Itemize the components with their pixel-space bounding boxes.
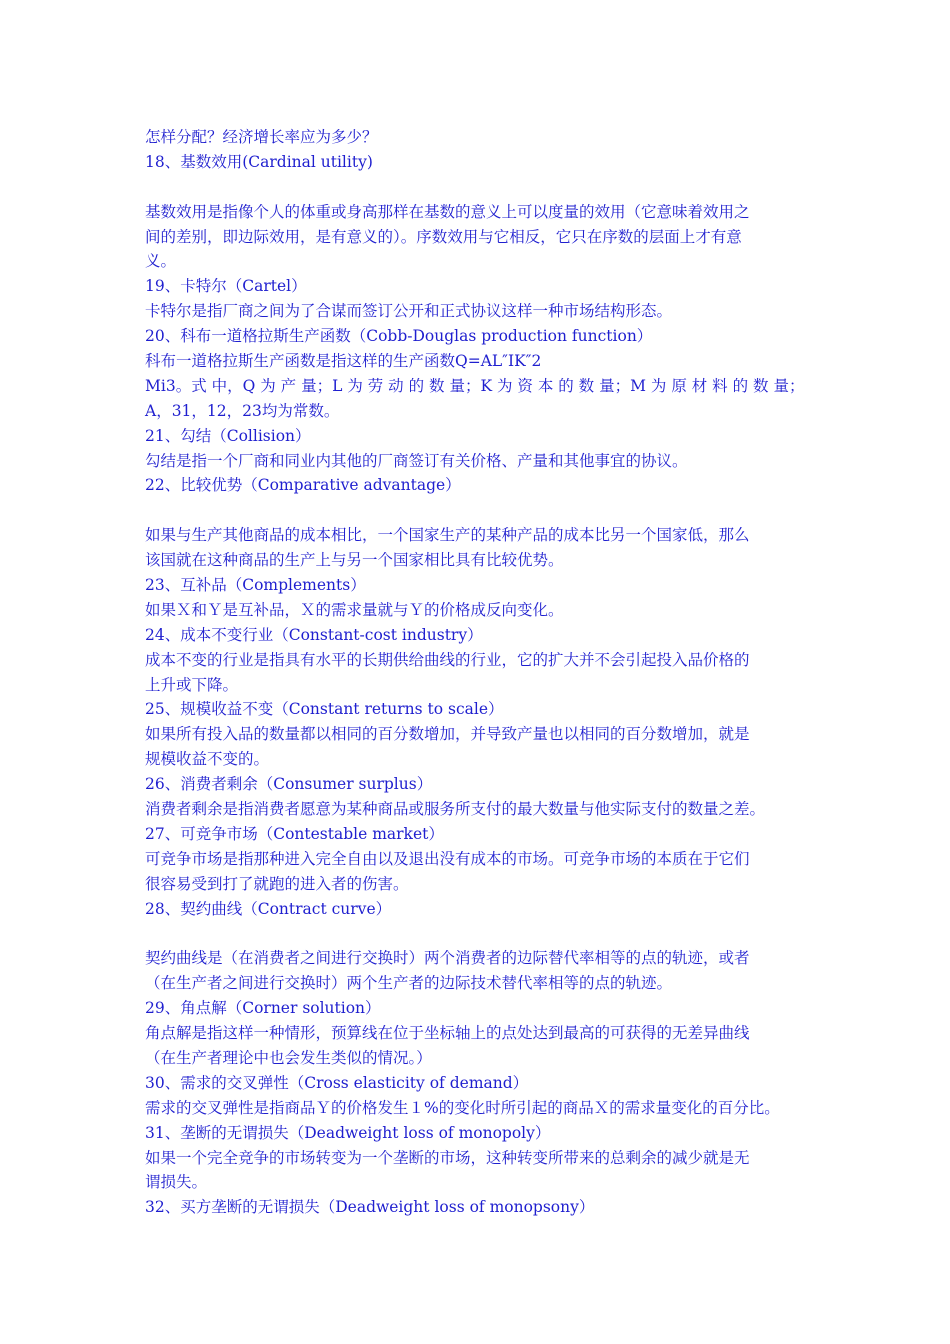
text-line: （在生产者理论中也会发生类似的情况。） [145,1048,432,1067]
text-line: 24、成本不变行业（Constant-cost industry） [145,625,483,644]
text-line: 义。 [145,252,177,271]
text-line: 上升或下降。 [145,675,239,694]
text-line: 如果Ｘ和Ｙ是互补品，Ｘ的需求量就与Ｙ的价格成反向变化。 [145,600,564,619]
text-line: 可竞争市场是指那种进入完全自由以及退出没有成本的市场。可竞争市场的本质在于它们 [145,849,750,868]
text-line: 32、买方垄断的无谓损失（Deadweight loss of monopsony） [145,1198,595,1217]
text-line: 科布一道格拉斯生产函数是指这样的生产函数Q=AL″IK″2 [145,352,542,371]
text-line: 间的差别，即边际效用，是有意义的）。序数效用与它相反，它只在序数的层面上才有意 [145,227,742,246]
text-line: （在生产者之间进行交换时）两个生产者的边际技术替代率相等的点的轨迹。 [145,974,673,993]
text-line: 需求的交叉弹性是指商品Ｙ的价格发生１%的变化时所引起的商品Ｘ的需求量变化的百分比。 [145,1098,780,1117]
blank-line [145,175,825,200]
text-line: 勾结是指一个厂商和同业内其他的厂商签订有关价格、产量和其他事宜的协议。 [145,451,688,470]
text-line: 如果与生产其他商品的成本相比，一个国家生产的某种产品的成本比另一个国家低，那么 [145,526,750,545]
text-line: 23、互补品（Complements） [145,576,366,595]
text-line: 角点解是指这样一种情形，预算线在位于坐标轴上的点处达到最高的可获得的无差异曲线 [145,1024,750,1043]
text-line: 如果所有投入品的数量都以相同的百分数增加，并导致产量也以相同的百分数增加，就是 [145,725,750,744]
text-line: 卡特尔是指厂商之间为了合谋而签订公开和正式协议这样一种市场结构形态。 [145,302,673,321]
text-line: 21、勾结（Collision） [145,426,311,445]
document-body [145,125,825,1220]
text-line: 很容易受到打了就跑的进入者的伤害。 [145,874,409,893]
blank-line [145,922,825,947]
text-line: 消费者剩余是指消费者愿意为某种商品或服务所支付的最大数量与他实际支付的数量之差。 [145,800,766,819]
text-line: A，31，12，23均为常数。 [145,401,340,420]
text-line: 18、基数效用(Cardinal utility) [145,152,373,171]
blank-line [145,498,825,523]
text-line: 31、垄断的无谓损失（Deadweight loss of monopoly） [145,1123,551,1142]
text-line: 22、比较优势（Comparative advantage） [145,476,461,495]
text-line: 成本不变的行业是指具有水平的长期供给曲线的行业，它的扩大并不会引起投入品价格的 [145,650,750,669]
text-line: 25、规模收益不变（Constant returns to scale） [145,700,504,719]
text-line: 谓损失。 [145,1173,208,1192]
text-line: 26、消费者剩余（Consumer surplus） [145,775,433,794]
text-line: 19、卡特尔（Cartel） [145,277,307,296]
text-line: 该国就在这种商品的生产上与另一个国家相比具有比较优势。 [145,551,564,570]
text-line: 怎样分配？经济增长率应为多少？ [145,128,378,146]
text-line: 20、科布一道格拉斯生产函数（Cobb-Douglas production function） [145,327,653,346]
text-line: 基数效用是指像个人的体重或身高那样在基数的意义上可以度量的效用（它意味着效用之 [145,202,750,221]
text-line: 28、契约曲线（Contract curve） [145,899,392,918]
text-line: 规模收益不变的。 [145,750,270,769]
text-line: 如果一个完全竞争的市场转变为一个垄断的市场，这种转变所带来的总剩余的减少就是无 [145,1148,750,1167]
text-line: 30、需求的交叉弹性（Cross elasticity of demand） [145,1073,529,1092]
text-line: 27、可竞争市场（Contestable market） [145,824,444,843]
text-line: 契约曲线是（在消费者之间进行交换时）两个消费者的边际替代率相等的点的轨迹，或者 [145,949,750,968]
text-line: 29、角点解（Corner solution） [145,999,381,1018]
text-line: Mi3。式 中，Q 为 产 量；L 为 劳 动 的 数 量；K 为 资 本 的 数 量；M 为 原 材 料 的 数 量； [145,376,805,395]
